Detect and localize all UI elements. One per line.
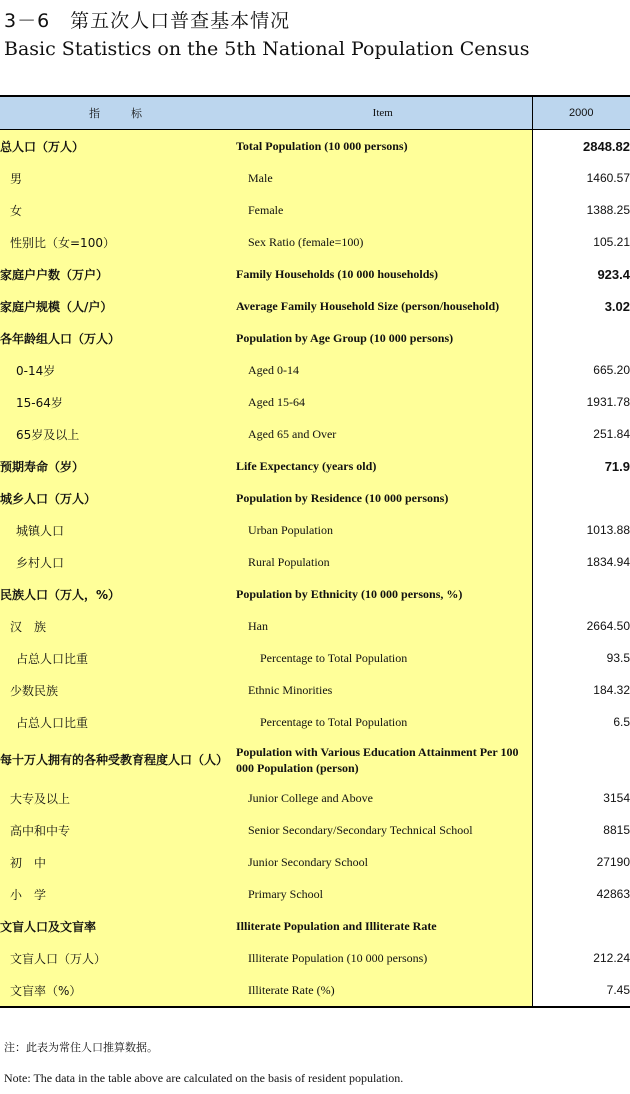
row-label-cn: 文盲率（%） — [0, 974, 234, 1007]
footnote-english: Note: The data in the table above are calculated on the basis of resident population. — [4, 1071, 404, 1085]
table-row — [0, 814, 630, 846]
row-label-en: Aged 15-64 — [234, 386, 532, 418]
row-label-en: Percentage to Total Population — [234, 706, 532, 738]
row-label-cn: 预期寿命（岁） — [0, 450, 234, 482]
header-year: 2000 — [532, 96, 630, 130]
row-value: 8815 — [532, 814, 630, 846]
row-label-cn: 高中和中专 — [0, 814, 234, 846]
row-label-en: Life Expectancy (years old) — [234, 450, 532, 482]
row-label-cn: 城镇人口 — [0, 514, 234, 546]
row-value: 2664.50 — [532, 610, 630, 642]
row-value — [532, 578, 630, 610]
row-label-en: Illiterate Population (10 000 persons) — [234, 942, 532, 974]
row-value — [532, 482, 630, 514]
table-row — [0, 354, 630, 386]
table-row — [0, 226, 630, 258]
row-label-en: Senior Secondary/Secondary Technical School — [234, 814, 532, 846]
table-row — [0, 290, 630, 322]
row-label-en: Ethnic Minorities — [234, 674, 532, 706]
table-title-english: Basic Statistics on the 5th National Population Census — [4, 38, 530, 60]
table-row — [0, 386, 630, 418]
row-label-cn: 文盲人口（万人） — [0, 942, 234, 974]
table-row — [0, 846, 630, 878]
row-label-en: Junior College and Above — [234, 782, 532, 814]
row-label-en: Family Households (10 000 households) — [234, 258, 532, 290]
table-row — [0, 578, 630, 610]
row-label-en: Population with Various Education Attainment Per 100 000 Population (person) — [234, 738, 532, 782]
row-label-en: Urban Population — [234, 514, 532, 546]
row-label-cn: 占总人口比重 — [0, 706, 234, 738]
row-value: 7.45 — [532, 974, 630, 1007]
row-label-cn: 总人口（万人） — [0, 130, 234, 163]
row-value: 71.9 — [532, 450, 630, 482]
row-label-cn: 0-14岁 — [0, 354, 234, 386]
row-value: 3.02 — [532, 290, 630, 322]
row-label-cn: 少数民族 — [0, 674, 234, 706]
row-label-en: Han — [234, 610, 532, 642]
row-label-cn: 每十万人拥有的各种受教育程度人口（人） — [0, 738, 234, 782]
row-value — [532, 910, 630, 942]
row-value: 27190 — [532, 846, 630, 878]
row-label-cn: 民族人口（万人，%） — [0, 578, 234, 610]
row-value: 42863 — [532, 878, 630, 910]
row-label-cn: 城乡人口（万人） — [0, 482, 234, 514]
table-row — [0, 546, 630, 578]
row-value: 184.32 — [532, 674, 630, 706]
table-row — [0, 910, 630, 942]
row-value: 251.84 — [532, 418, 630, 450]
row-label-cn: 性别比（女=100） — [0, 226, 234, 258]
table-row — [0, 418, 630, 450]
row-label-en: Total Population (10 000 persons) — [234, 130, 532, 163]
row-value: 212.24 — [532, 942, 630, 974]
row-value: 3154 — [532, 782, 630, 814]
row-value: 1388.25 — [532, 194, 630, 226]
row-label-en: Rural Population — [234, 546, 532, 578]
row-value: 1013.88 — [532, 514, 630, 546]
row-value: 1460.57 — [532, 162, 630, 194]
row-label-cn: 占总人口比重 — [0, 642, 234, 674]
row-label-en: Aged 65 and Over — [234, 418, 532, 450]
table-row — [0, 642, 630, 674]
row-label-en: Junior Secondary School — [234, 846, 532, 878]
table-row — [0, 194, 630, 226]
row-label-en: Population by Ethnicity (10 000 persons, %) — [234, 578, 532, 610]
row-value: 93.5 — [532, 642, 630, 674]
row-label-cn: 汉 族 — [0, 610, 234, 642]
row-label-cn: 各年龄组人口（万人） — [0, 322, 234, 354]
census-table — [0, 95, 630, 1008]
row-value: 2848.82 — [532, 130, 630, 163]
row-value: 665.20 — [532, 354, 630, 386]
table-row — [0, 130, 630, 163]
row-value — [532, 738, 630, 782]
table-row — [0, 706, 630, 738]
row-label-en: Percentage to Total Population — [234, 642, 532, 674]
row-label-cn: 65岁及以上 — [0, 418, 234, 450]
row-label-en: Female — [234, 194, 532, 226]
row-label-en: Population by Residence (10 000 persons) — [234, 482, 532, 514]
table-row — [0, 514, 630, 546]
table-row — [0, 674, 630, 706]
table-row — [0, 942, 630, 974]
row-label-en: Population by Age Group (10 000 persons) — [234, 322, 532, 354]
table-row — [0, 258, 630, 290]
table-row — [0, 738, 630, 782]
row-label-cn: 15-64岁 — [0, 386, 234, 418]
row-label-cn: 家庭户规模（人/户） — [0, 290, 234, 322]
table-row — [0, 482, 630, 514]
row-value: 1931.78 — [532, 386, 630, 418]
row-label-cn: 大专及以上 — [0, 782, 234, 814]
row-label-cn: 乡村人口 — [0, 546, 234, 578]
table-row — [0, 974, 630, 1007]
row-value — [532, 322, 630, 354]
row-label-cn: 家庭户户数（万户） — [0, 258, 234, 290]
table-row — [0, 450, 630, 482]
row-label-en: Average Family Household Size (person/household) — [234, 290, 532, 322]
table-header-row — [0, 96, 630, 130]
table-row — [0, 878, 630, 910]
row-value: 923.4 — [532, 258, 630, 290]
table-row — [0, 782, 630, 814]
table-row — [0, 610, 630, 642]
table-title-chinese: 3－6 第五次人口普查基本情况 — [4, 10, 291, 32]
table-row — [0, 162, 630, 194]
row-label-en: Primary School — [234, 878, 532, 910]
row-label-cn: 女 — [0, 194, 234, 226]
footnote-chinese: 注：此表为常住人口推算数据。 — [4, 1041, 158, 1054]
header-indicator-cn: 指 标 — [0, 96, 234, 130]
row-value: 105.21 — [532, 226, 630, 258]
row-label-en: Sex Ratio (female=100) — [234, 226, 532, 258]
table-row — [0, 322, 630, 354]
row-label-cn: 初 中 — [0, 846, 234, 878]
row-label-cn: 小 学 — [0, 878, 234, 910]
row-label-en: Illiterate Rate (%) — [234, 974, 532, 1007]
row-value: 6.5 — [532, 706, 630, 738]
table-body — [0, 130, 630, 1008]
row-value: 1834.94 — [532, 546, 630, 578]
row-label-en: Male — [234, 162, 532, 194]
row-label-en: Illiterate Population and Illiterate Rate — [234, 910, 532, 942]
row-label-cn: 男 — [0, 162, 234, 194]
header-item-en: Item — [234, 96, 532, 130]
row-label-en: Aged 0-14 — [234, 354, 532, 386]
row-label-cn: 文盲人口及文盲率 — [0, 910, 234, 942]
